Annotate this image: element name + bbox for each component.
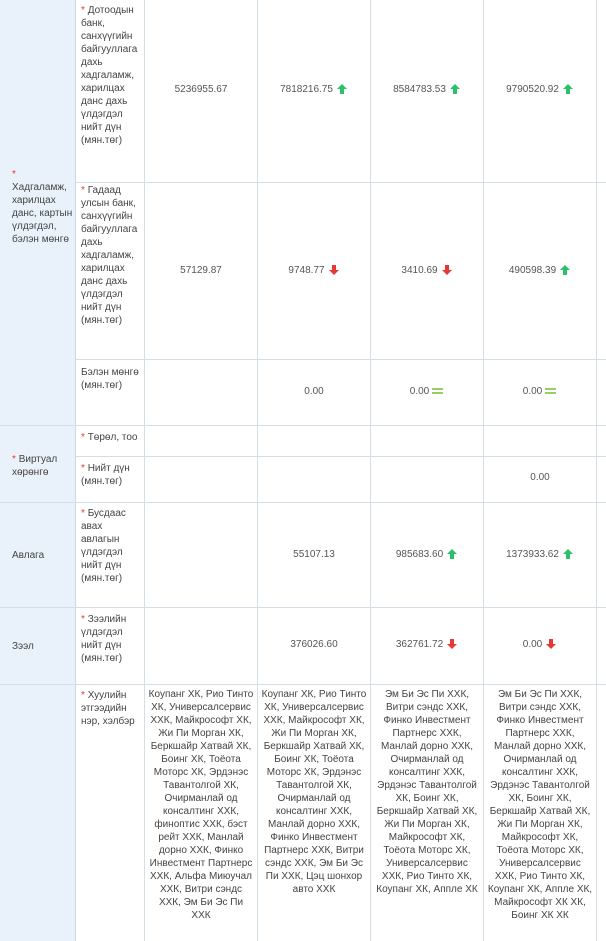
value-cell-foreign (371, 264, 483, 277)
value-text: 55107.13 (293, 549, 335, 560)
required-marker: * (81, 432, 85, 443)
value-cell-receivable (371, 548, 483, 561)
value-text: 0.00 (530, 472, 550, 483)
equal-icon (545, 387, 557, 395)
value-cell-receivable (484, 548, 596, 561)
row-label-text: Хуулийн этгээдийн нэр, хэлбэр (81, 690, 135, 727)
row-label-foreign (81, 184, 143, 327)
required-marker: * (81, 463, 85, 474)
required-marker: * (81, 5, 85, 16)
required-marker: * (81, 690, 85, 701)
arrow-down-icon (441, 265, 453, 275)
row-divider (0, 425, 606, 426)
value-cell-receivable (258, 548, 370, 561)
company-list-cell: Коупанг ХК, Рио Тинто ХК, Универсалсервис ХХК, Майкрософт ХК, Жи Пи Морган ХК, Беркшайр Хатвай ХК, Боинг ХК, Тоёота Моторс ХК, Эрдэнэс Тавантолгой ХК, Очирманлай од консалтинг ХХК, Манлай дорно ХХК, Финко Инвестмент Партнерс ХХК, Витри сэндс ХХК, Эм Би Эс Пи ХХК, Цэц шонхор авто ХХК (261, 689, 367, 895)
arrow-up-icon (449, 84, 461, 94)
row-divider (76, 456, 606, 457)
value-text: 985683.60 (395, 549, 444, 560)
value-text: 362761.72 (395, 639, 444, 650)
row-label-text: Бэлэн мөнгө (мян.төг) (81, 367, 139, 391)
row-divider (0, 502, 606, 503)
group-virtual (12, 453, 74, 479)
company-list-cell: Эм Би Эс Пи ХХК, Витри сэндс ХХК, Финко Инвестмент Партнерс ХХК, Манлай дорно ХХК, Очирманлай од консалтинг ХХК, Эрдэнэс Тавантолгой ХК, Боинг ХК, Беркшайр Хатвай ХК, Жи Пи Морган ХК, Майкрософт ХК, Тоёота Моторс ХК, Универсалсервис ХХК, Рио Тинто ХК, Коупанг ХК, Аппле ХК, Майкрософт ХК ХК, Боинг ХК ХК (487, 689, 593, 921)
value-cell-foreign (145, 264, 257, 277)
row-label-virtual-type (81, 431, 143, 444)
value-cell-loan (484, 638, 596, 651)
group-receivables-label: Авлага (12, 550, 45, 561)
value-text: 0.00 (409, 386, 430, 397)
row-label-text: Дотоодын банк, санхүүгийн байгууллага дахь хадгаламж, харилцах данс дахь үлдэгдэл нийт дүн (мян.төг) (81, 5, 138, 146)
required-marker: * (12, 454, 16, 465)
arrow-up-icon (336, 84, 348, 94)
row-label-virtual-total (81, 462, 143, 488)
equal-icon (432, 387, 444, 395)
row-label-companies (81, 689, 143, 728)
row-divider (76, 182, 606, 183)
group-virtual-label: Виртуал хөрөнгө (12, 454, 58, 478)
value-text: 0.00 (522, 386, 543, 397)
value-cell-virtual_total (484, 471, 596, 484)
value-cell-domestic (484, 83, 596, 96)
value-cell-loan (258, 638, 370, 651)
row-label-text: Нийт дүн (мян.төг) (81, 463, 130, 487)
row-label-receivable (81, 507, 143, 585)
arrow-up-icon (562, 549, 574, 559)
company-list-cell: Эм Би Эс Пи ХХК, Витри сэндс ХХК, Финко Инвестмент Партнерс ХХК, Манлай дорно ХХК, Очирманлай од консалтинг ХХК, Эрдэнэс Тавантолгой ХК, Боинг ХК, Беркшайр Хатвай ХК, Жи Пи Морган ХК, Майкрософт ХК, Тоёота Моторс ХК, Универсалсервис ХХК, Рио Тинто ХК, Коупанг ХК, Аппле ХК (376, 689, 478, 895)
arrow-down-icon (446, 639, 458, 649)
value-text: 9790520.92 (506, 84, 559, 95)
group-deposits (12, 168, 74, 246)
value-cell-domestic (145, 83, 257, 96)
row-label-text: Гадаад улсын банк, санхүүгийн байгууллага дахь хадгаламж, харилцах данс дахь үлдэгдэл нийт дүн (мян.төг) (81, 185, 138, 326)
value-text: 490598.39 (508, 265, 557, 276)
row-label-domestic (81, 4, 143, 147)
value-text: 8584783.53 (393, 84, 446, 95)
required-marker: * (81, 614, 85, 625)
arrow-down-icon (328, 265, 340, 275)
arrow-up-icon (446, 549, 458, 559)
col-divider (596, 0, 597, 941)
group-deposits-label: Хадгаламж, харилцах данс, картын үлдэгдэл, бэлэн мөнгө (12, 182, 73, 245)
row-label-text: Зээлийн үлдэгдэл нийт дүн (мян.төг) (81, 614, 127, 664)
value-text: 7818216.75 (280, 84, 333, 95)
row-divider (0, 684, 606, 685)
required-marker: * (12, 169, 16, 180)
value-cell-cash (484, 385, 596, 398)
group-receivables (12, 549, 74, 562)
group-loan (12, 640, 74, 653)
value-text: 57129.87 (180, 265, 222, 276)
arrow-up-icon (559, 265, 571, 275)
row-divider (76, 359, 606, 360)
group-loan-label: Зээл (12, 641, 34, 652)
required-marker: * (81, 185, 85, 196)
value-cell-domestic (258, 83, 370, 96)
value-text: 376026.60 (290, 639, 338, 650)
value-text: 5236955.67 (174, 84, 228, 95)
value-text: 1373933.62 (506, 549, 559, 560)
company-list-cell: Коупанг ХК, Рио Тинто ХК, Универсалсервис ХХК, Майкрософт ХК, Жи Пи Морган ХК, Беркшайр Хатвай ХК, Боинг ХК, Тоёота Моторс ХК, Эрдэнэс Тавантолгой ХК, Очирманлай од консалтинг ХХК, финоптис ХХК, бэст рейт ХХК, Манлай дорно ХХК, Финко Инвестмент Партнерс ХХК, Альфа Миюучал ХХК, Витри сэндс ХХК, Эм Би Эс Пи ХХК (148, 689, 254, 921)
arrow-down-icon (545, 639, 557, 649)
col-divider (257, 0, 258, 941)
value-text: 0.00 (304, 386, 324, 397)
row-label-text: Бусдаас авах авлагын үлдэгдэл нийт дүн (мян.төг) (81, 508, 126, 584)
value-text: 9748.77 (288, 265, 325, 276)
value-cell-cash (371, 385, 483, 398)
value-text: 0.00 (522, 639, 543, 650)
value-cell-cash (258, 385, 370, 398)
arrow-up-icon (562, 84, 574, 94)
row-label-text: Төрөл, тоо (87, 432, 138, 443)
value-cell-foreign (484, 264, 596, 277)
col-divider (370, 0, 371, 941)
value-cell-foreign (258, 264, 370, 277)
row-divider (0, 607, 606, 608)
value-cell-domestic (371, 83, 483, 96)
value-cell-loan (371, 638, 483, 651)
row-label-loan (81, 613, 143, 665)
row-label-cash (81, 366, 143, 392)
required-marker: * (81, 508, 85, 519)
col-divider (144, 0, 145, 941)
value-text: 3410.69 (401, 265, 438, 276)
